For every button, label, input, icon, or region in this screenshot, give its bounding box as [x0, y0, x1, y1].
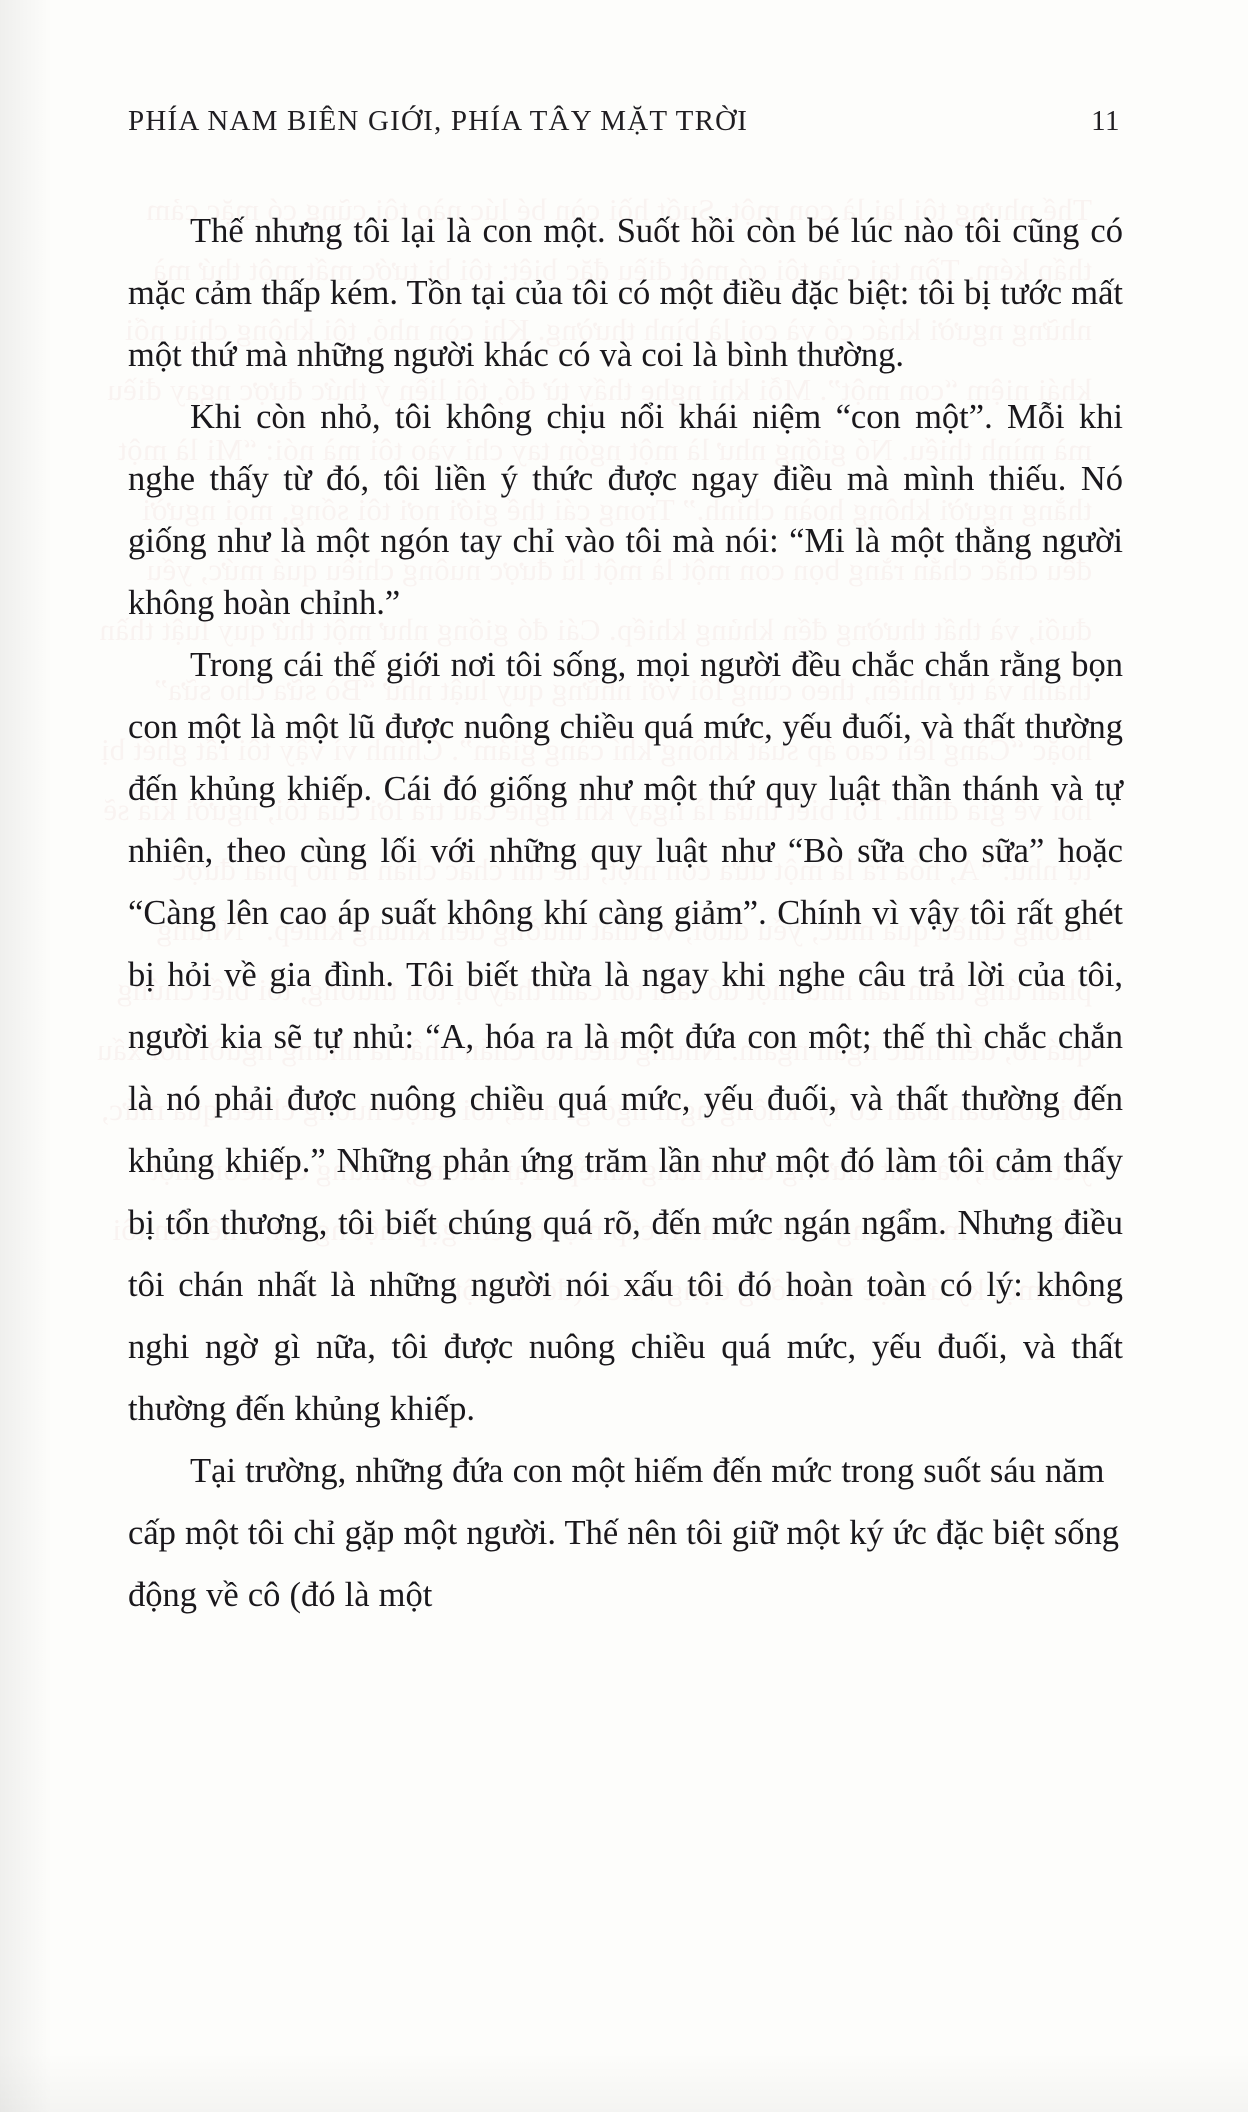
page-body: [128, 200, 1123, 1626]
running-title: PHÍA NAM BIÊN GIỚI, PHÍA TÂY MẶT TRỜI: [128, 105, 749, 137]
paragraph: Tại trường, những đứa con một hiếm đến mức trong suốt sáu năm cấp một tôi chỉ gặp một người. Thế nên tôi giữ một ký ức đặc biệt sống động về cô (đó là một: [128, 1452, 1119, 1614]
paragraph: Thế nhưng tôi lại là con một. Suốt hồi còn bé lúc nào tôi cũng có mặc cảm thấp kém. Tồn tại của tôi có một điều đặc biệt: tôi bị tước mất một thứ mà những người khác có và coi là bình thường.: [128, 212, 1123, 374]
paragraph: Khi còn nhỏ, tôi không chịu nổi khái niệm “con một”. Mỗi khi nghe thấy từ đó, tôi liền ý thức được ngay điều mà mình thiếu. Nó giống như là một ngón tay chỉ vào tôi mà nói: “Mi là một thằng người không hoàn chỉnh.”: [128, 398, 1123, 622]
page-header: [128, 105, 1120, 138]
page-edge-shadow: [0, 0, 52, 2112]
paragraph: Trong cái thế giới nơi tôi sống, mọi người đều chắc chắn rằng bọn con một là một lũ được nuông chiều quá mức, yếu đuối, và thất thường đến khủng khiếp. Cái đó giống như một thứ quy luật thần thánh và tự nhiên, theo cùng lối với những quy luật như “Bò sữa cho sữa” hoặc “Càng lên cao áp suất không khí càng giảm”. Chính vì vậy tôi rất ghét bị hỏi về gia đình. Tôi biết thừa là ngay khi nghe câu trả lời của tôi, người kia sẽ tự nhủ: “A, hóa ra là một đứa con một; thế thì chắc chắn là nó phải được nuông chiều quá mức, yếu đuối, và thất thường đến khủng khiếp.” Những phản ứng trăm lần như một đó làm tôi cảm thấy bị tổn thương, tôi biết chúng quá rõ, đến mức ngán ngẩm. Nhưng điều tôi chán nhất là những người nói xấu tôi đó hoàn toàn có lý: không nghi ngờ gì nữa, tôi được nuông chiều quá mức, yếu đuối, và thất thường đến khủng khiếp.: [128, 646, 1123, 1428]
page-bottom-shadow: [0, 2052, 1248, 2112]
page-number: 11: [1091, 105, 1120, 137]
